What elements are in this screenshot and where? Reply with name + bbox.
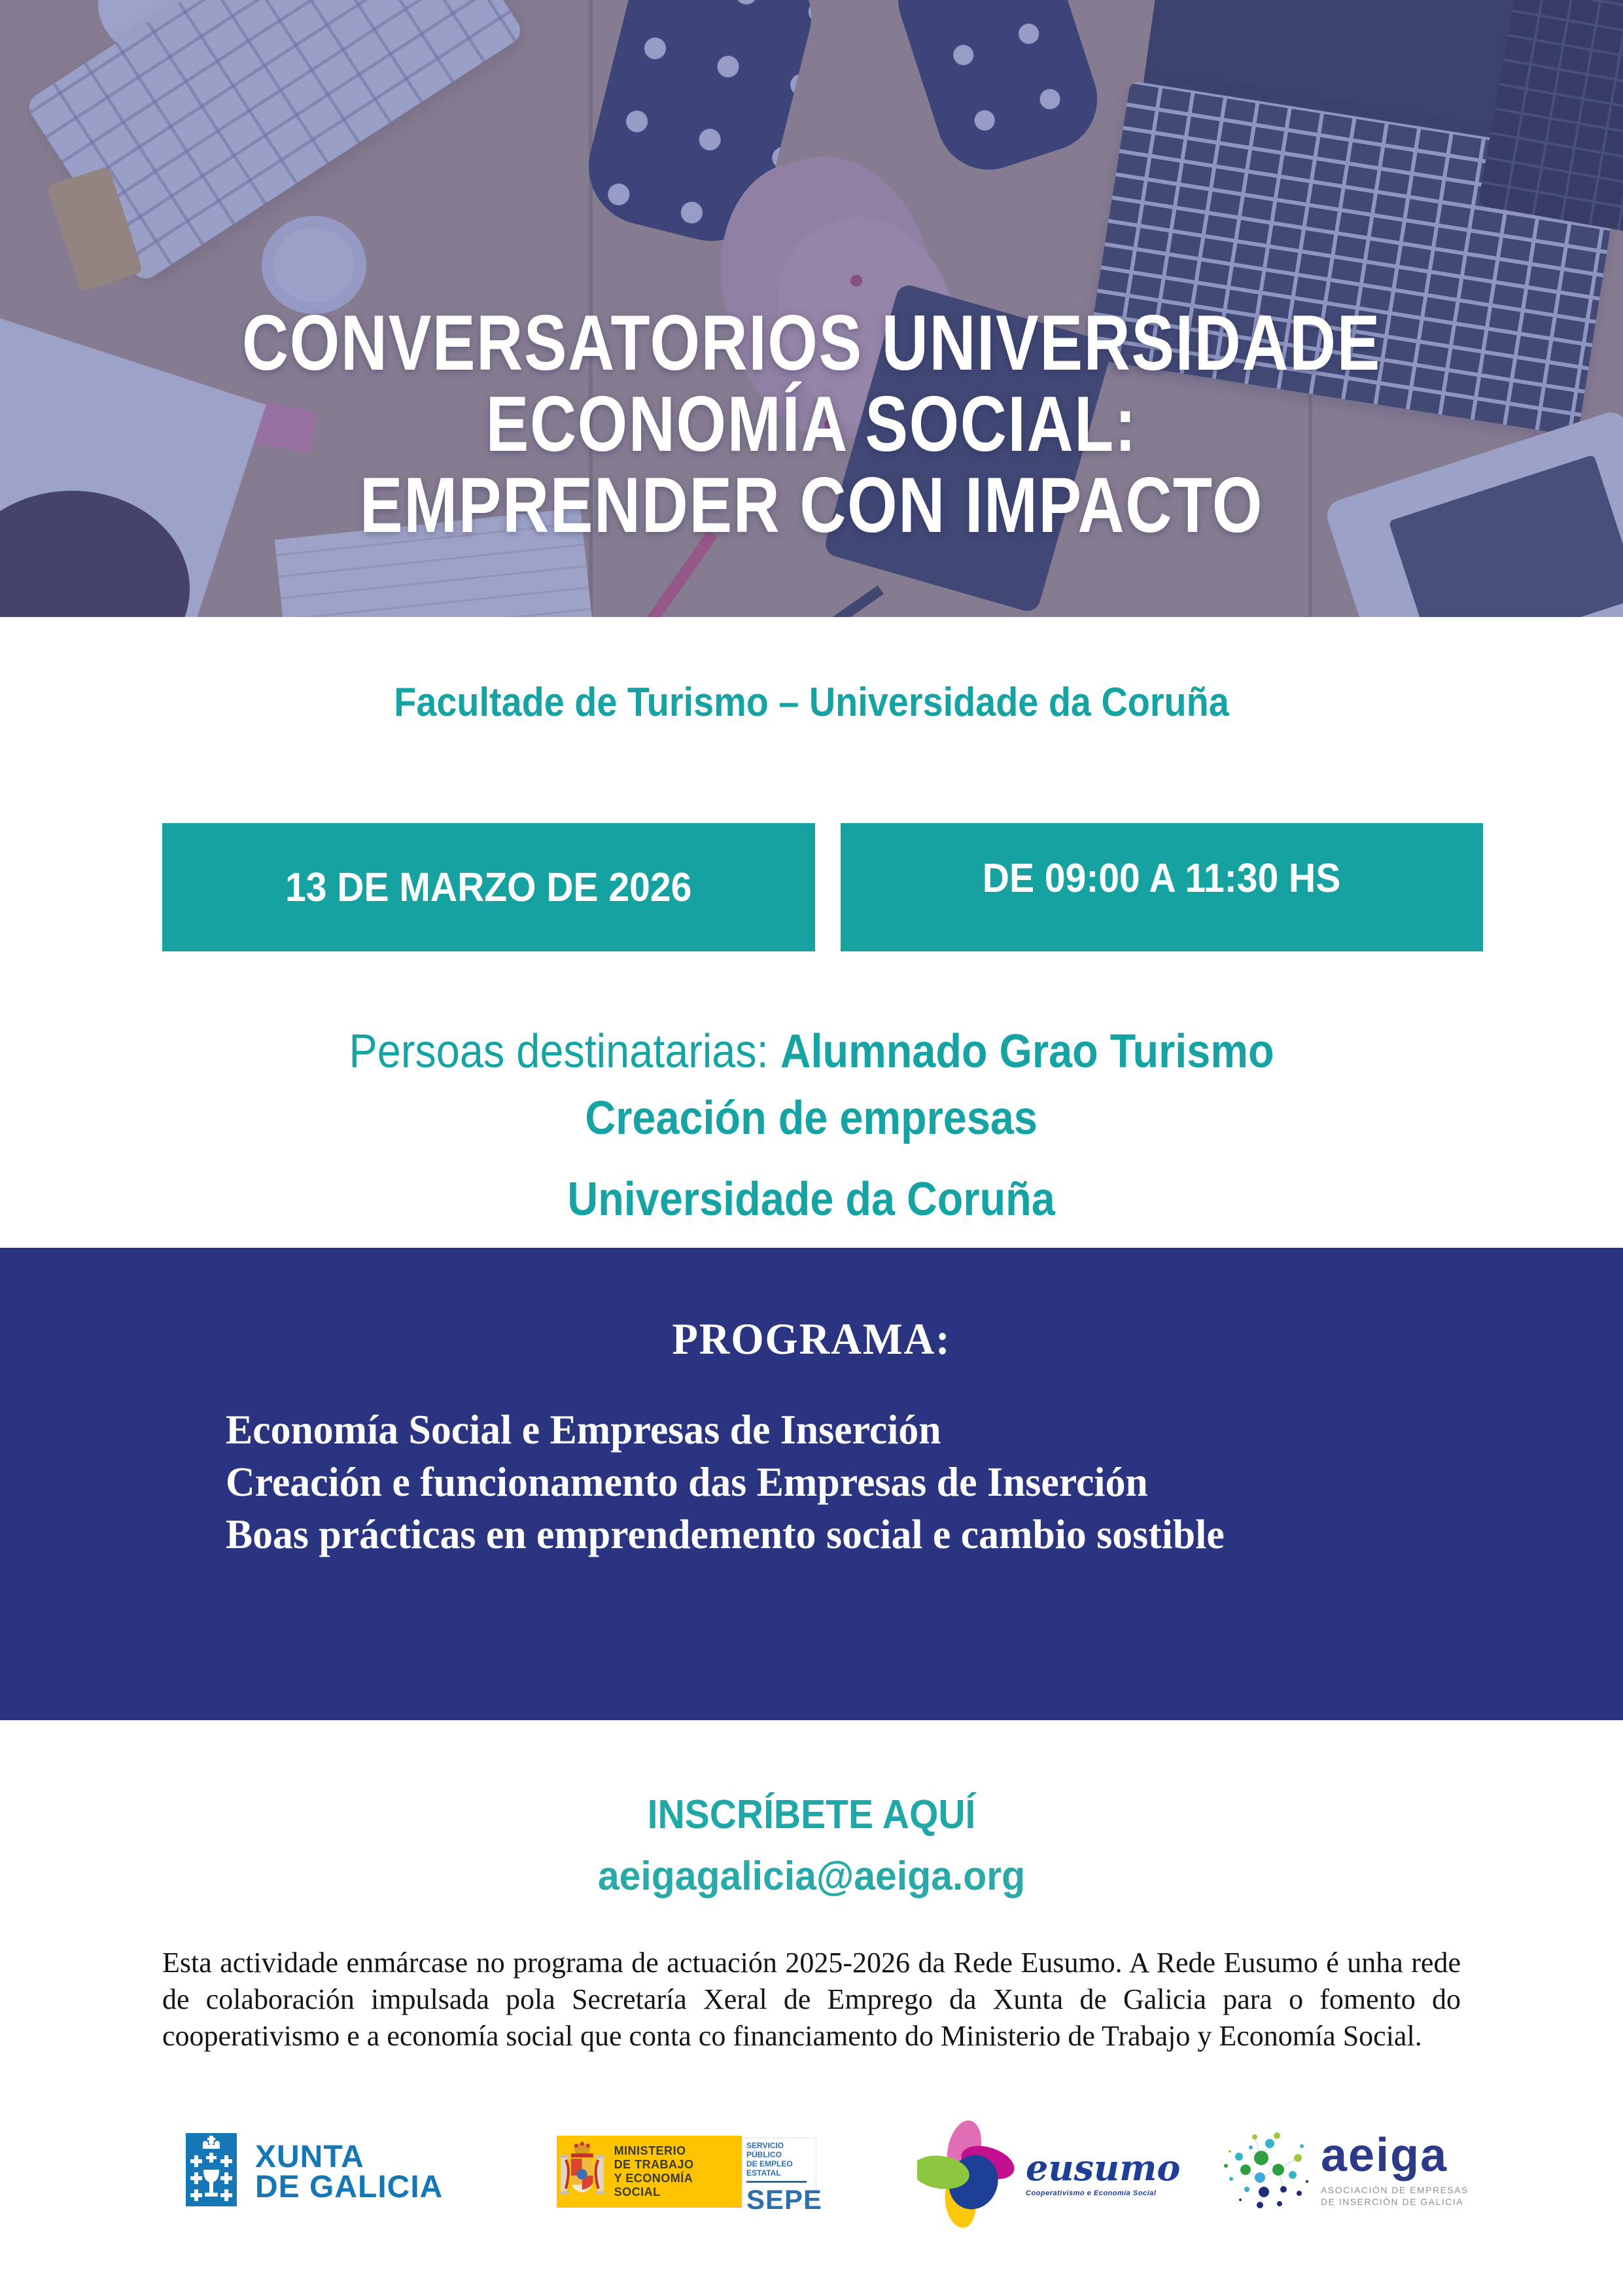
inscribe-heading[interactable]: INSCRÍBETE AQUÍ (647, 1792, 976, 1837)
program-list (226, 1404, 1505, 1561)
poster-title (0, 299, 1623, 549)
audience-line-3: Universidade da Coruña (567, 1173, 1056, 1226)
xunta-de-galicia-logo (186, 2133, 443, 2206)
inscribe-email[interactable]: aeigagalicia@aeiga.org (597, 1854, 1026, 1899)
sepe-wordmark: SEPE (746, 2184, 823, 2215)
ministerio-yellow-panel (557, 2136, 742, 2208)
eusumo-note-paragraph: Esta actividade enmárcase no programa de actuación 2025-2026 da Rede Eusumo. A Rede Eusumo é unha rede de colaboración impulsada pola Secretaría Xeral de Emprego da Xunta de Galicia para o fomento do cooperativismo e a economía social que conta co financiamento do Ministerio de Trabajo y Economía Social. (162, 1947, 1461, 2052)
date-box (162, 823, 815, 951)
spain-coat-of-arms-icon (557, 2140, 608, 2203)
program-section (0, 1248, 1623, 1720)
xunta-wordmark: XUNTA DE GALICIA (255, 2140, 444, 2204)
audience-line-2: Creación de empresas (585, 1092, 1038, 1144)
ministerio-trabajo-logo (557, 2136, 823, 2215)
aeiga-subtitle: ASOCIACIÓN DE EMPRESAS DE INSERCIÓN DE GALICIA (1321, 2185, 1469, 2207)
footer-logos (0, 2120, 1623, 2277)
eusumo-star-icon (917, 2120, 1015, 2234)
title-line-2: ECONOMÍA SOCIAL: (485, 380, 1138, 468)
title-line-3: EMPRENDER CON IMPACTO (359, 461, 1264, 549)
aeiga-dots-icon (1221, 2132, 1309, 2210)
eusumo-logo (917, 2120, 1180, 2234)
audience-value: Alumnado Grao Turismo (780, 1025, 1274, 1078)
aeiga-wordmark: aeiga ASOCIACIÓN DE EMPRESAS DE INSERCIÓN DE GALICIA (1321, 2129, 1469, 2207)
audience-line (0, 1025, 1623, 1078)
program-item: Creación e funcionamento das Empresas de Inserción (226, 1459, 1148, 1505)
title-line-1: CONVERSATORIOS UNIVERSIDADE (241, 299, 1382, 387)
audience-label: Persoas destinatarias: (349, 1025, 780, 1078)
venue-subtitle: Facultade de Turismo – Universidade da Coruña (394, 680, 1229, 725)
sepe-caption-1: SERVICIO PÚBLICO (746, 2141, 784, 2159)
sepe-panel (742, 2138, 823, 2215)
date-text: 13 DE MARZO DE 2026 (285, 864, 692, 910)
program-item: Economía Social e Empresas de Inserción (226, 1407, 941, 1453)
sepe-divider (746, 2181, 807, 2183)
header-photo (0, 0, 1623, 617)
aeiga-logo (1221, 2129, 1469, 2210)
time-text: DE 09:00 A 11:30 HS (983, 855, 1341, 901)
sepe-caption-2: DE EMPLEO ESTATAL (746, 2159, 793, 2178)
ministerio-wordmark: MINISTERIO DE TRABAJO Y ECONOMÍA SOCIAL (614, 2144, 694, 2199)
program-heading: PROGRAMA: (672, 1314, 951, 1364)
program-item: Boas prácticas en emprendemento social e cambio sostible (226, 1511, 1225, 1557)
xunta-escudo-icon (186, 2133, 237, 2206)
time-box (841, 823, 1483, 951)
eusumo-wordmark: eusumo Cooperativismo e Economía Social (1026, 2147, 1181, 2197)
